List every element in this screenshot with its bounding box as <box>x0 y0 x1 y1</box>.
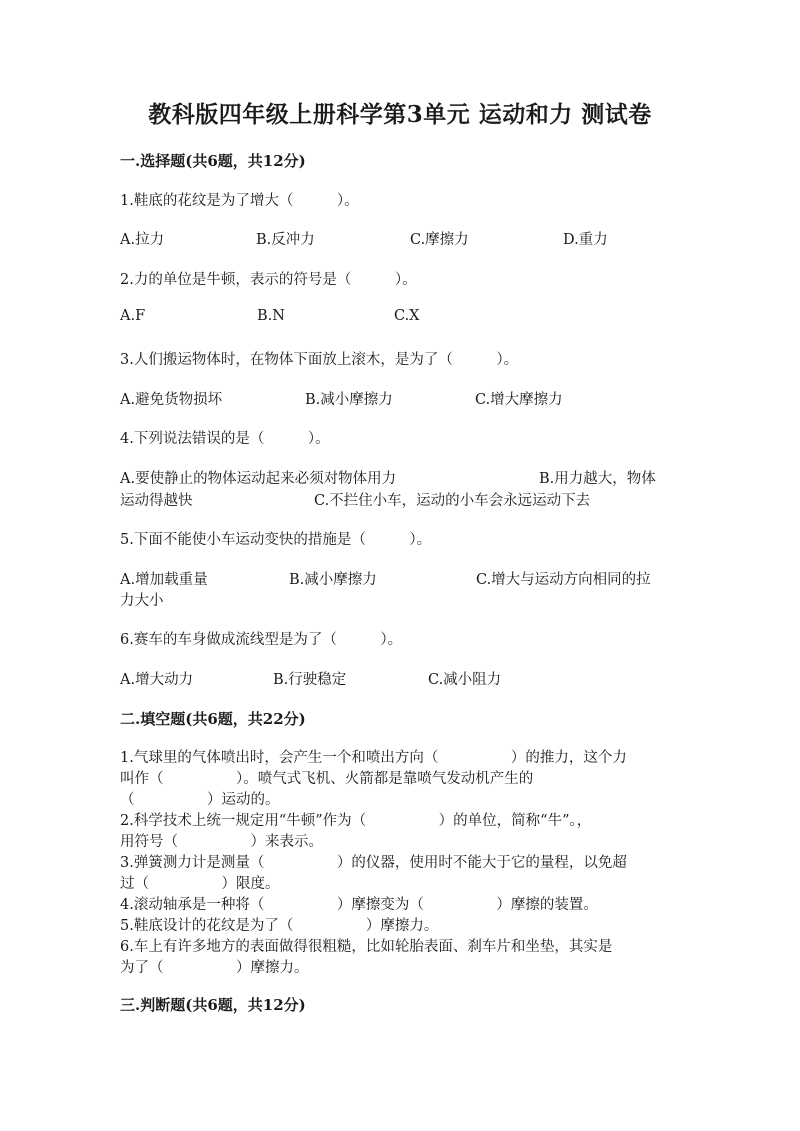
option-5b: B.减小摩擦力 <box>289 572 377 588</box>
fill-line-3: （ ）运动的。 <box>120 792 280 808</box>
option-2b: B.N <box>257 308 285 324</box>
page-title: 教科版四年级上册科学第3单元 运动和力 测试卷 <box>148 101 652 128</box>
option-1a: A.拉力 <box>120 232 165 248</box>
option-6b: B.行驶稳定 <box>273 672 347 688</box>
option-2a: A.F <box>120 308 146 324</box>
option-5c: C.增大与运动方向相同的拉 <box>476 572 651 588</box>
fill-line-11: 为了（ ）摩擦力。 <box>120 960 309 976</box>
fill-line-4: 2.科学技术上统一规定用“牛顿”作为（ ）的单位，简称“牛”。， <box>120 813 592 829</box>
option-5a: A.增加载重量 <box>120 572 208 588</box>
option-4b: B.用力越大，物体 <box>539 471 656 487</box>
fill-line-9: 5.鞋底设计的花纹是为了（ ）摩擦力。 <box>120 918 439 934</box>
fill-line-2: 叫作（ ）。喷气式飞机、火箭都是靠喷气发动机产生的 <box>120 771 534 787</box>
question-1: 1.鞋底的花纹是为了增大（ ）。 <box>120 193 359 209</box>
option-1d: D.重力 <box>563 232 608 248</box>
fill-line-1: 1.气球里的气体喷出时，会产生一个和喷出方向（ ）的推力，这个力 <box>120 750 627 766</box>
question-3: 3.人们搬运物体时，在物体下面放上滚木，是为了（ ）。 <box>120 352 519 368</box>
fill-line-8: 4.滚动轴承是一种将（ ）摩擦变为（ ）摩擦的装置。 <box>120 897 598 913</box>
option-3c: C.增大摩擦力 <box>475 392 563 408</box>
fill-line-6: 3.弹簧测力计是测量（ ）的仪器，使用时不能大于它的量程，以免超 <box>120 855 627 871</box>
section-heading-choice: 一.选择题(共6题，共12分) <box>120 152 306 170</box>
option-6c: C.减小阻力 <box>428 672 502 688</box>
section-heading-judge: 三.判断题(共6题，共12分) <box>120 996 306 1014</box>
option-4a: A.要使静止的物体运动起来必须对物体用力 <box>120 471 397 487</box>
option-6a: A.增大动力 <box>120 672 194 688</box>
section-heading-fill: 二.填空题(共6题，共22分) <box>120 710 306 728</box>
question-5: 5.下面不能使小车运动变快的措施是（ ）。 <box>120 532 432 548</box>
option-4b-continued: 运动得越快 <box>120 493 193 509</box>
option-2c: C.X <box>394 308 420 324</box>
fill-line-10: 6.车上有许多地方的表面做得很粗糙，比如轮胎表面、刹车片和坐垫，其实是 <box>120 939 613 955</box>
option-1c: C.摩擦力 <box>410 232 469 248</box>
option-1b: B.反冲力 <box>256 232 315 248</box>
option-4c: C.不拦住小车，运动的小车会永远运动下去 <box>314 493 591 509</box>
question-4: 4.下列说法错误的是（ ）。 <box>120 431 330 447</box>
question-6: 6.赛车的车身做成流线型是为了（ ）。 <box>120 632 403 648</box>
fill-line-7: 过（ ）限度。 <box>120 876 280 892</box>
question-2: 2.力的单位是牛顿，表示的符号是（ ）。 <box>120 272 417 288</box>
option-3a: A.避免货物损坏 <box>120 392 223 408</box>
fill-line-5: 用符号（ ）来表示。 <box>120 834 323 850</box>
option-3b: B.减小摩擦力 <box>305 392 393 408</box>
option-5c-continued: 力大小 <box>120 593 164 609</box>
